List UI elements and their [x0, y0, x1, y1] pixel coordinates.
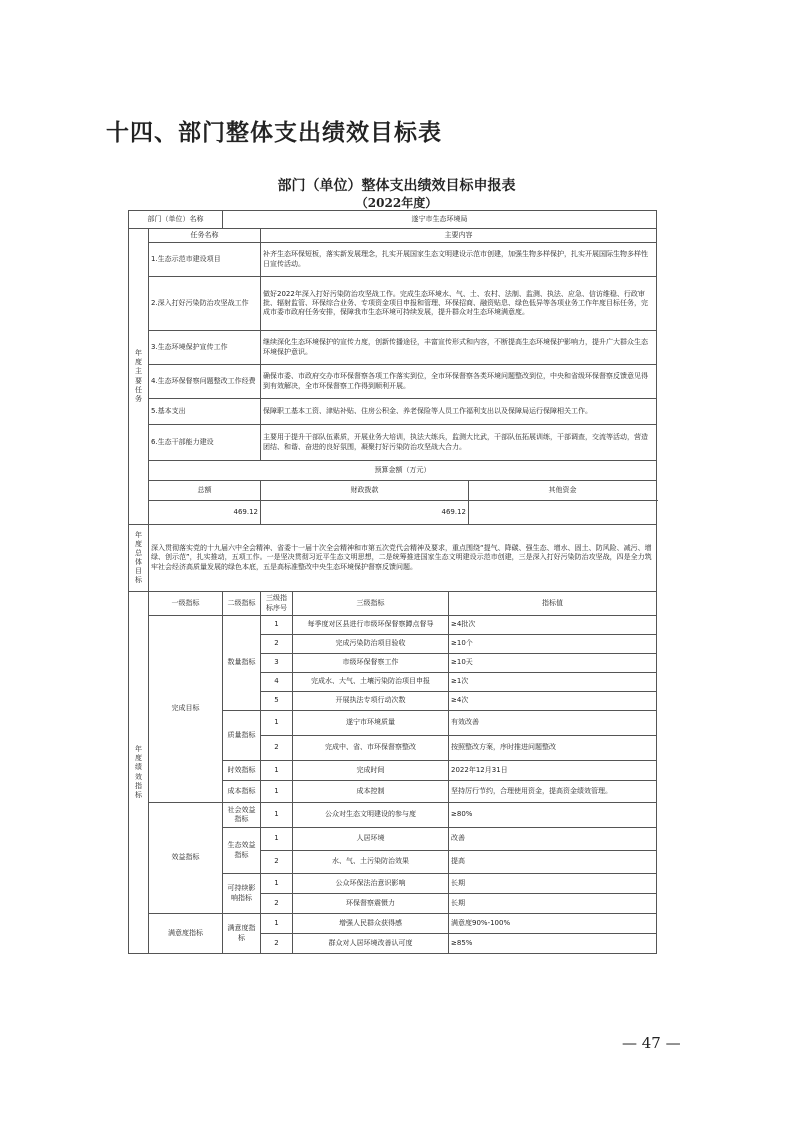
perf-header-level1: 一级指标 — [149, 592, 223, 616]
indicator-name: 增强人民群众获得感 — [293, 914, 449, 934]
indicator-name: 成本控制 — [293, 781, 449, 803]
indicator-no: 2 — [261, 894, 293, 914]
indicator-no: 5 — [261, 692, 293, 711]
perf-side-label: 年度绩效指标 — [129, 592, 149, 954]
indicator-name: 水、气、土污染防治效果 — [293, 851, 449, 874]
indicator-value: ≥4次 — [449, 692, 657, 711]
indicator-name: 遂宁市环境质量 — [293, 711, 449, 736]
level2-ecological: 生态效益指标 — [223, 828, 261, 874]
task-content: 补齐生态环保短板，落实新发展理念，扎实开展国家生态文明建设示范市创建，加强生物多样保护，扎实开展国际生物多样性日宣传活动。 — [261, 243, 657, 277]
indicator-no: 1 — [261, 616, 293, 635]
indicator-value: 2022年12月31日 — [449, 761, 657, 781]
indicator-value: 坚持厉行节约，合理使用资金，提高资金绩效管理。 — [449, 781, 657, 803]
task-content: 保障职工基本工资、津贴补贴、住房公积金、养老保险等人员工作福利支出以及保障局运行保障相关工作。 — [261, 399, 657, 425]
performance-goal-table — [128, 210, 657, 954]
table-year: （2022年度） — [355, 196, 438, 210]
indicator-value: ≥80% — [449, 803, 657, 828]
indicator-name: 人居环境 — [293, 828, 449, 851]
indicator-name: 完成污染防治项目验收 — [293, 635, 449, 654]
indicator-no: 4 — [261, 673, 293, 692]
indicator-value: ≥10天 — [449, 654, 657, 673]
tasks-side-label: 年度主要任务 — [129, 229, 149, 525]
level1-complete: 完成目标 — [149, 616, 223, 803]
indicator-value: ≥10个 — [449, 635, 657, 654]
task-content: 继续深化生态环境保护的宣传力度，创新传播途径，丰富宣传形式和内容，不断提高生态环境保护影响力，提升广大群众生态环境保护意识。 — [261, 331, 657, 365]
overall-goal-text: 深入贯彻落实党的十九届六中全会精神、省委十一届十次全会精神和市第五次党代会精神及要求，重点围绕“提气、降碳、强生态、增水、固土、防风险、减污、增绿、创示范”，扎实推动，五项工作。一是坚决贯彻习近平生态文明思想，二是统筹推进国家生态文明建设示范市创建，三是深入打好污染防治攻坚战，四是全力筑牢社会经济高质量发展的绿色本底，五是高标准整改中央生态环境保护督察反馈问题。 — [149, 525, 657, 592]
budget-header: 预算金额（万元） — [149, 461, 657, 481]
indicator-name: 开展执法专项行动次数 — [293, 692, 449, 711]
level2-sustainable: 可持续影响指标 — [223, 874, 261, 914]
indicator-value: ≥1次 — [449, 673, 657, 692]
level2-social: 社会效益指标 — [223, 803, 261, 828]
budget-col-other: 其他资金 — [469, 481, 657, 501]
task-name: 5.基本支出 — [149, 399, 261, 425]
task-content: 主要用于提升干部队伍素质，开展业务大培训，执法大练兵，监测大比武，干部队伍拓展训练，干部调查，交流等活动，营造团结、和谐、奋进的良好氛围，凝聚打好污染防治攻坚战大合力。 — [261, 425, 657, 461]
indicator-value: 长期 — [449, 874, 657, 894]
budget-col-total: 总额 — [149, 481, 261, 501]
level2-quality: 质量指标 — [223, 711, 261, 761]
indicator-value: ≥85% — [449, 934, 657, 954]
indicator-name: 市级环保督察工作 — [293, 654, 449, 673]
level2-quantity: 数量指标 — [223, 616, 261, 711]
indicator-name: 公众环保法治意识影响 — [293, 874, 449, 894]
task-name: 4.生态环保督察问题整改工作经费 — [149, 365, 261, 399]
indicator-no: 1 — [261, 781, 293, 803]
indicator-value: 按照整改方案，序时推进问题整改 — [449, 736, 657, 761]
unit-name: 遂宁市生态环境局 — [223, 211, 657, 229]
task-content: 确保市委、市政府交办市环保督察各项工作落实到位，全市环保督察各类环境问题整改到位，中央和省级环保督察反馈意见得到有效解决，全市环保督察工作得到顺利开展。 — [261, 365, 657, 399]
indicator-no: 1 — [261, 761, 293, 781]
unit-label: 部门（单位）名称 — [129, 211, 223, 229]
indicator-no: 1 — [261, 711, 293, 736]
overall-side-label: 年度总体目标 — [129, 525, 149, 592]
task-content: 做好2022年深入打好污染防治攻坚战工作。完成生态环境水、气、土、农村、法制、监测、执法、应急、信访维稳、行政审批、辐射监管、环保综合业务、专项资金项目申报和管理、环保招商、融资贴息、绿色低异等各项业务工作年度目标任务，完成市委市政府任务安排，保障我市生态环境可持续发展，提升群众对生态环境满意度。 — [261, 277, 657, 331]
table-title: 部门（单位）整体支出绩效目标申报表 — [277, 178, 516, 194]
indicator-name: 公众对生态文明建设的参与度 — [293, 803, 449, 828]
perf-header-value: 指标值 — [449, 592, 657, 616]
level2-timeliness: 时效指标 — [223, 761, 261, 781]
indicator-value: 长期 — [449, 894, 657, 914]
indicator-value: 有效改善 — [449, 711, 657, 736]
indicator-name: 群众对人居环境改善认可度 — [293, 934, 449, 954]
perf-header-level2: 二级指标 — [223, 592, 261, 616]
level2-cost: 成本指标 — [223, 781, 261, 803]
budget-col-fiscal: 财政拨款 — [261, 481, 469, 501]
task-name: 1.生态示范市建设项目 — [149, 243, 261, 277]
indicator-no: 2 — [261, 851, 293, 874]
budget-fiscal-value: 469.12 — [261, 501, 469, 525]
indicator-name: 完成时间 — [293, 761, 449, 781]
indicator-name: 环保督察震慑力 — [293, 894, 449, 914]
task-col-header: 任务名称 — [149, 229, 261, 243]
indicator-value: 提高 — [449, 851, 657, 874]
indicator-no: 2 — [261, 635, 293, 654]
indicator-name: 每季度对区县进行市级环保督察蹲点督导 — [293, 616, 449, 635]
indicator-value: ≥4批次 — [449, 616, 657, 635]
task-name: 6.生态干部能力建设 — [149, 425, 261, 461]
indicator-no: 1 — [261, 874, 293, 894]
task-name: 2.深入打好污染防治攻坚战工作 — [149, 277, 261, 331]
indicator-value: 改善 — [449, 828, 657, 851]
level2-satisfaction: 满意度指标 — [223, 914, 261, 954]
page-number: — 47 — — [622, 1034, 681, 1052]
budget-total-value: 469.12 — [149, 501, 261, 525]
task-name: 3.生态环境保护宣传工作 — [149, 331, 261, 365]
indicator-name: 完成中、省、市环保督察整改 — [293, 736, 449, 761]
level1-benefit: 效益指标 — [149, 803, 223, 914]
indicator-no: 1 — [261, 803, 293, 828]
perf-header-level3: 三级指标 — [293, 592, 449, 616]
level1-satisfaction: 满意度指标 — [149, 914, 223, 954]
content-col-header: 主要内容 — [261, 229, 657, 243]
budget-other-value — [469, 501, 657, 525]
perf-header-no: 三级指标序号 — [261, 592, 293, 616]
indicator-name: 完成水、大气、土壤污染防治项目申报 — [293, 673, 449, 692]
indicator-value: 满意度90%-100% — [449, 914, 657, 934]
indicator-no: 2 — [261, 736, 293, 761]
indicator-no: 3 — [261, 654, 293, 673]
indicator-no: 2 — [261, 934, 293, 954]
indicator-no: 1 — [261, 828, 293, 851]
page-heading: 十四、部门整体支出绩效目标表 — [106, 120, 442, 146]
indicator-no: 1 — [261, 914, 293, 934]
